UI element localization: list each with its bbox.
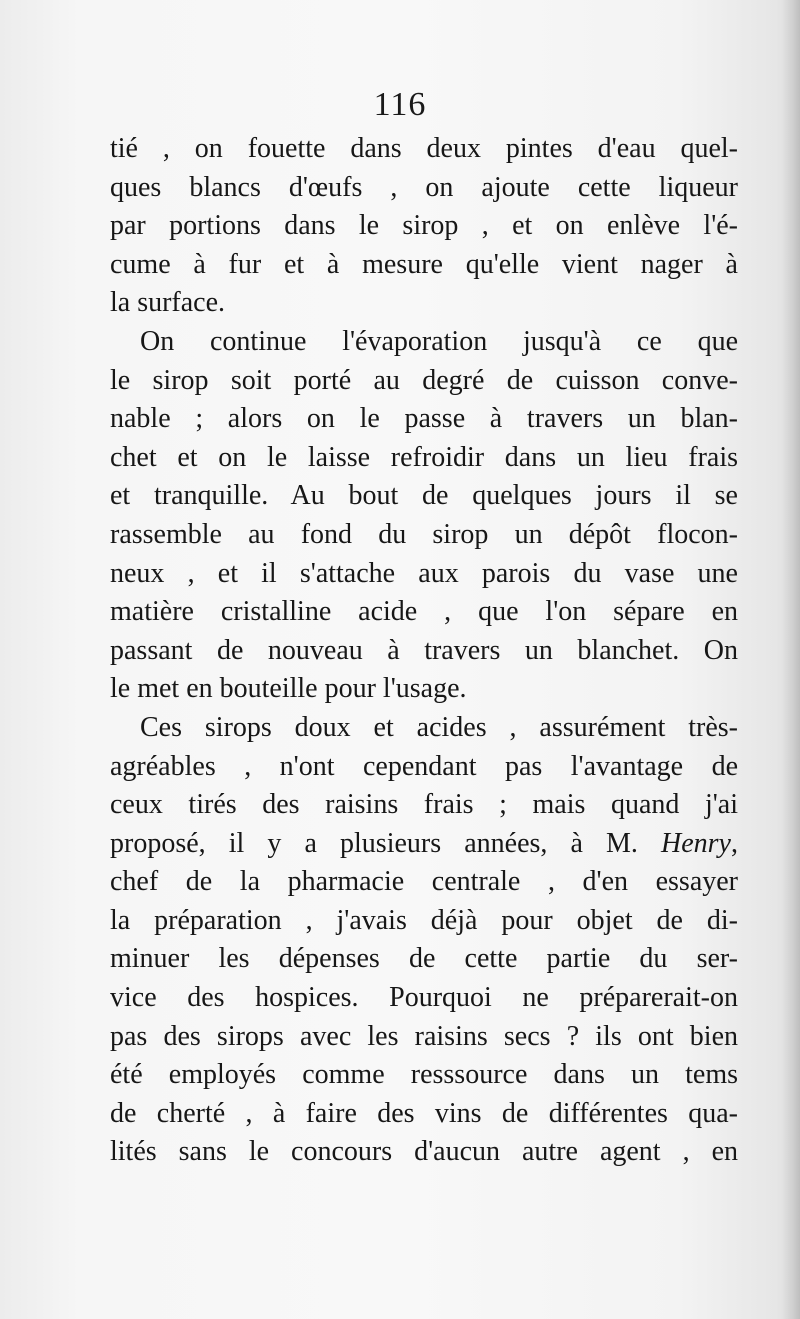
text-line: rassemble au fond du sirop un dépôt flocon- bbox=[110, 518, 738, 550]
text-line: nable ; alors on le passe à travers un blan- bbox=[110, 403, 738, 435]
text-line: et tranquille. Au bout de quelques jours il se bbox=[110, 480, 738, 512]
body-text bbox=[110, 130, 738, 1172]
text-line: lités sans le concours d'aucun autre agent , en bbox=[110, 1136, 738, 1168]
text-line: la préparation , j'avais déjà pour objet de di- bbox=[110, 904, 738, 936]
text-line: chef de la pharmacie centrale , d'en essayer bbox=[110, 866, 738, 898]
text-line: matière cristalline acide , que l'on sépare en bbox=[110, 596, 738, 628]
text-line: la surface. bbox=[110, 287, 226, 319]
text-line-with-italic bbox=[110, 825, 738, 864]
text-line: le met en bouteille pour l'usage. bbox=[110, 673, 467, 705]
page-number: 116 bbox=[373, 86, 427, 123]
text-line: cume à fur et à mesure qu'elle vient nager à bbox=[110, 248, 738, 280]
text-line: minuer les dépenses de cette partie du ser- bbox=[110, 943, 738, 975]
text-line: tié , on fouette dans deux pintes d'eau quel- bbox=[110, 133, 738, 164]
text-line: de cherté , à faire des vins de différentes qua- bbox=[110, 1097, 738, 1129]
text-line: ceux tirés des raisins frais ; mais quand j'ai bbox=[110, 789, 738, 821]
paragraph-start-line: On continue l'évaporation jusqu'à ce que bbox=[140, 325, 738, 357]
text-line: ques blancs d'œufs , on ajoute cette liqueur bbox=[110, 171, 738, 203]
text-segment: proposé, il y a plusieurs années, à M. bbox=[110, 827, 662, 859]
text-line: neux , et il s'attache aux parois du vase une bbox=[110, 557, 738, 589]
text-line: pas des sirops avec les raisins secs ? ils ont bien bbox=[110, 1020, 738, 1052]
text-line: vice des hospices. Pourquoi ne préparerait-on bbox=[110, 982, 738, 1014]
page-edge-shadow bbox=[782, 0, 800, 1319]
text-line: passant de nouveau à travers un blanchet. On bbox=[110, 634, 738, 666]
italic-name: Henry bbox=[661, 827, 731, 859]
text-line: par portions dans le sirop , et on enlève l'é- bbox=[110, 210, 738, 242]
text-line: été employés comme resssource dans un tems bbox=[110, 1059, 738, 1091]
text-segment: , bbox=[731, 827, 738, 859]
text-line: agréables , n'ont cependant pas l'avantage de bbox=[110, 750, 738, 782]
text-line: chet et on le laisse refroidir dans un lieu frais bbox=[110, 441, 738, 473]
paragraph-start-line: Ces sirops doux et acides , assurément très- bbox=[140, 711, 738, 743]
text-line: le sirop soit porté au degré de cuisson conve- bbox=[110, 364, 738, 396]
